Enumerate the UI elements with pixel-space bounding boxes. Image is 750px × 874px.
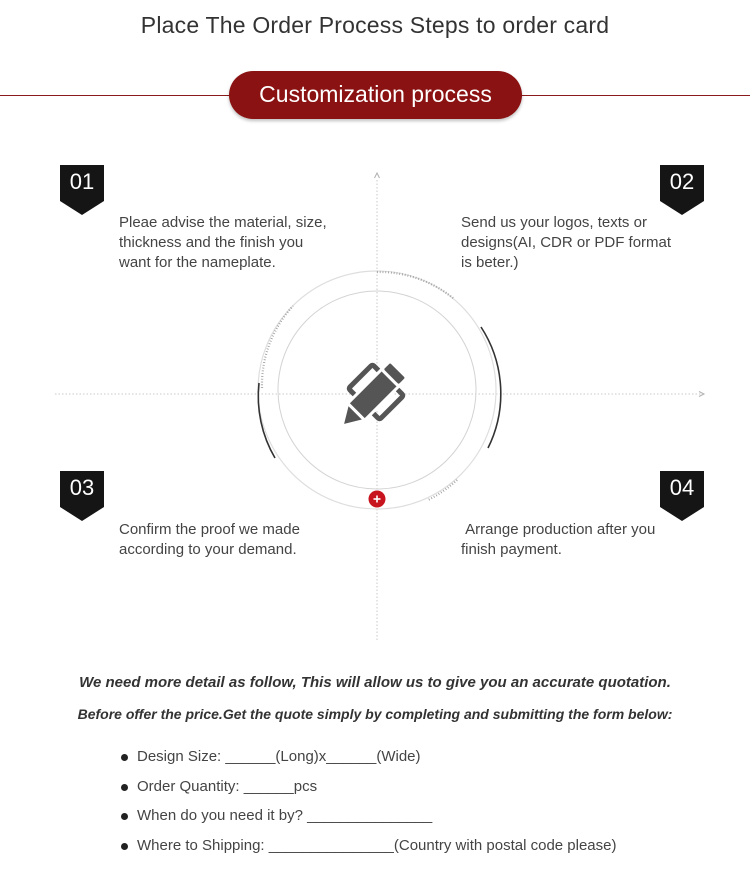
details-list [120,746,617,864]
list-item [120,746,617,776]
step-number: 04 [669,475,695,500]
list-item [120,805,617,835]
list-item [120,776,617,806]
page-title: Place The Order Process Steps to order card [140,12,610,38]
section-banner: Customization process [229,71,522,119]
step-badge-04 [660,471,704,521]
pencil-ruler-icon [334,361,408,435]
step-number: 03 [69,475,95,500]
list-item [120,835,617,865]
notice-line-2: Before offer the price.Get the quote simply by completing and submitting the form below: [77,706,673,722]
detail-text: Order Quantity: ______pcs [137,777,318,795]
ring-arc-right [481,327,501,448]
plus-icon [369,491,386,508]
bullet-icon [121,843,128,850]
bullet-icon [121,784,128,791]
step-badge-02 [660,165,704,215]
step-number: 02 [669,169,695,194]
step-text-03: Confirm the proof we made according to your demand. [119,521,300,558]
step-text-02: Send us your logos, texts or designs(AI, CDR or PDF format is beter.) [461,214,672,271]
step-badge-01 [60,165,104,215]
detail-text: When do you need it by? _______________ [137,807,433,824]
bullet-icon [121,813,128,820]
step-text-01: Pleae advise the material, size, thickness and the finish you want for the nameplate. [119,214,327,271]
bullet-icon [121,754,128,761]
step-number: 01 [69,169,95,194]
detail-text: Where to Shipping: _______________(Country with postal code please) [137,836,617,854]
detail-text: Design Size: ______(Long)x______(Wide) [137,748,421,765]
step-badge-03 [60,471,104,521]
notice-line-1: We need more detail as follow, This will allow us to give you an accurate quotation. [79,674,671,691]
step-text-04: Arrange production after you finish payment. [461,521,660,558]
ring-dots-top [377,272,453,298]
